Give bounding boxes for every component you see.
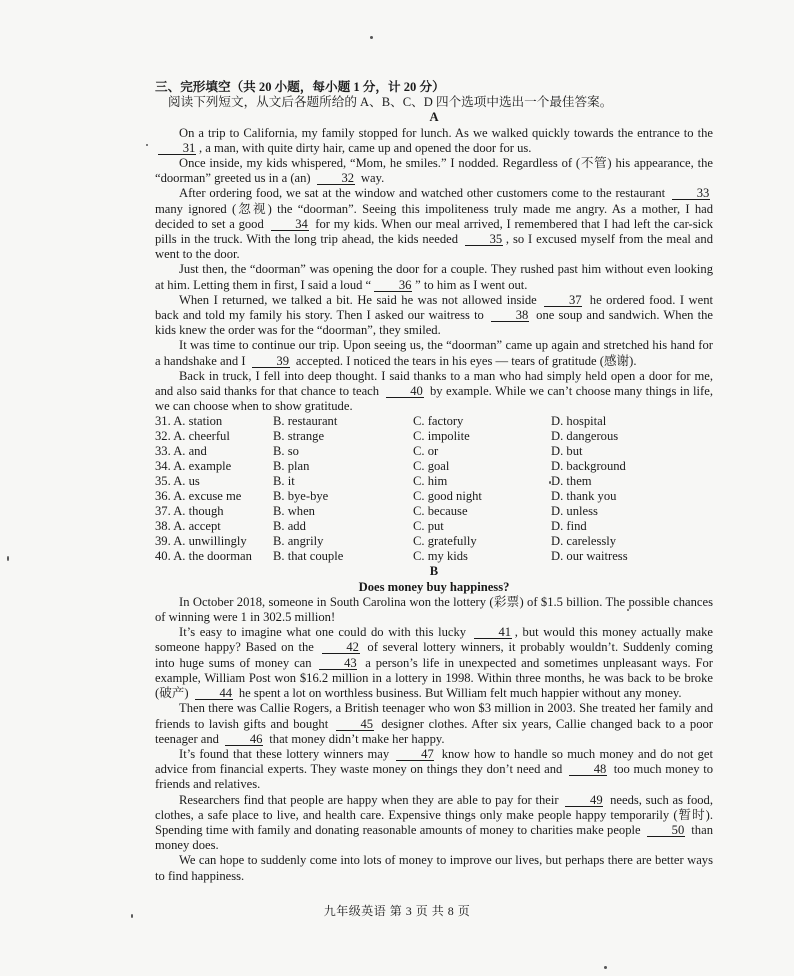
scan-speck [146, 144, 148, 146]
blank-50: 50 [647, 824, 685, 837]
option-33-D: D. but [551, 444, 583, 459]
paragraph-text: he spent a lot on worthless business. But William felt much happier without any money. [235, 686, 682, 701]
blank-42: 42 [322, 641, 360, 654]
paragraph-text: Researchers find that people are happy when they are able to pay for their [179, 792, 563, 807]
paragraph-text: When I returned, we talked a bit. He said he was not allowed inside [179, 292, 542, 307]
paragraph [155, 186, 713, 262]
scan-speck [604, 966, 607, 969]
blank-33: 33 [672, 187, 710, 200]
blank-45: 45 [336, 718, 374, 731]
option-38-D: D. find [551, 519, 587, 534]
paragraph-text: On a trip to California, my family stopped for lunch. As we walked quickly towards the entrance to the [179, 125, 713, 140]
paragraph-text: After ordering food, we sat at the window and watched other customers come to the restaurant [179, 186, 669, 201]
paragraph-text: In October 2018, someone in South Carolina won the lottery (彩票) of $1.5 billion. The possible chances of winning were 1 in 302.5 million! [155, 594, 713, 625]
option-34-D: D. background [551, 459, 626, 474]
paragraph-text: by example. While we can’t choose many things in life, we can choose when to show gratitude. [155, 384, 713, 414]
paragraph-text: he ordered food. I went back and told my family his story. Then I asked our waitress to [155, 292, 714, 323]
blank-38: 38 [491, 309, 529, 322]
paragraph [155, 126, 713, 156]
option-32-D: D. dangerous [551, 429, 619, 444]
paragraph-text: , so I excused myself from the meal and went to the door. [155, 232, 713, 262]
option-31-C: C. factory [413, 414, 464, 429]
section-title: 三、完形填空（共 20 小题，每小题 1 分，计 20 分） [155, 80, 445, 94]
paragraph-text: It’s easy to imagine what one could do with this lucky [179, 625, 471, 640]
paragraph [155, 701, 713, 747]
paragraph-text: a person’s life in unexpected and sometimes unpleasant ways. For example, William Post won $16.2 million in a lottery in 1998. Within three months, he was back to be broke (破产) [155, 655, 714, 701]
option-32-A: 32. A. cheerful [155, 429, 230, 444]
option-34-C: C. goal [413, 459, 450, 474]
paragraph-text: of several lottery winners, it probably wouldn’t. Suddenly coming into huge sums of money can [155, 640, 713, 670]
paragraph [155, 793, 713, 854]
option-32-B: B. strange [273, 429, 325, 444]
option-36-D: D. thank you [551, 489, 617, 504]
option-40-C: C. my kids [413, 549, 468, 564]
paragraph-text: one soup and sandwich. When the kids knew the order was for the “doorman”, they smiled. [155, 308, 713, 338]
paragraph [155, 625, 713, 701]
paragraph [155, 595, 713, 625]
blank-47: 47 [396, 748, 434, 761]
option-38-A: 38. A. accept [155, 519, 221, 534]
paragraph [155, 747, 713, 793]
paragraph [155, 853, 713, 883]
option-33-A: 33. A. and [155, 444, 207, 459]
blank-48: 48 [569, 763, 607, 776]
option-40-D: D. our waitress [551, 549, 628, 564]
scan-speck [131, 914, 133, 918]
paragraph [155, 156, 713, 186]
option-35-B: B. it [273, 474, 295, 489]
option-31-A: 31. A. station [155, 414, 223, 429]
option-39-A: 39. A. unwillingly [155, 534, 247, 549]
scan-speck [7, 556, 9, 561]
blank-37: 37 [544, 294, 582, 307]
paragraph [155, 369, 713, 415]
option-37-A: 37. A. though [155, 504, 224, 519]
passage-a-options [155, 414, 713, 564]
paragraph-text: know how to handle so much money and do not get advice from financial experts. They waste money on things they don’t need and [155, 746, 713, 777]
blank-36: 36 [374, 279, 412, 292]
option-39-B: B. angrily [273, 534, 324, 549]
paragraph-text: accepted. I noticed the tears in his eyes — tears of gratitude (感谢). [292, 353, 637, 368]
paragraph-text: Then there was Callie Rogers, a British teenager who won $3 million in 2003. She treated her family and friends to lavish gifts and bought [155, 701, 713, 731]
option-31-B: B. restaurant [273, 414, 338, 429]
option-39-D: D. carelessly [551, 534, 617, 549]
paragraph-text: than money does. [155, 822, 713, 853]
blank-49: 49 [565, 794, 603, 807]
blank-31: 31 [158, 142, 196, 155]
paragraph [155, 293, 713, 339]
option-36-A: 36. A. excuse me [155, 489, 242, 504]
exam-content [155, 80, 713, 884]
paragraph [155, 262, 713, 292]
passage-a-body [155, 126, 713, 415]
scan-speck [627, 609, 629, 611]
paragraph-text: too much money to friends and relatives. [155, 762, 713, 792]
paragraph-text: designer clothes. After six years, Callie changed back to a poor teenager and [155, 716, 714, 746]
blank-39: 39 [252, 355, 290, 368]
paragraph-text: way. [357, 171, 385, 186]
paragraph-text: for my kids. When our meal arrived, I remembered that I had left the car-sick pills in the truck. With the long trip ahead, the kids needed [155, 216, 713, 247]
paragraph-text: , a man, with quite dirty hair, came up and opened the door for us. [199, 140, 532, 155]
paragraph-text: It was time to continue our trip. Upon seeing us, the “doorman” came up again and stretched his hand for a handshake and I [155, 338, 713, 368]
option-34-A: 34. A. example [155, 459, 232, 474]
blank-46: 46 [225, 733, 263, 746]
passage-b-title: Does money buy happiness? [358, 579, 510, 594]
option-33-C: C. or [413, 444, 439, 459]
blank-40: 40 [386, 385, 424, 398]
paragraph-text: many ignored (忽视) the “doorman”. Seeing this impoliteness truly made me angry. As a mother, I had decided to set a good [155, 201, 713, 231]
paragraph-text: It’s found that these lottery winners may [179, 746, 394, 761]
option-34-B: B. plan [273, 459, 310, 474]
paragraph-text: , but would this money actually make someone happy? Based on the [155, 625, 713, 655]
blank-32: 32 [317, 172, 355, 185]
option-38-C: C. put [413, 519, 444, 534]
paragraph-text: We can hope to suddenly come into lots of money to improve our lives, but perhaps there are better ways to find happiness. [155, 853, 713, 883]
option-36-C: C. good night [413, 489, 482, 504]
page-footer: 九年级英语 第 3 页 共 8 页 [323, 904, 471, 918]
option-40-B: B. that couple [273, 549, 344, 564]
paragraph-text: Just then, the “doorman” was opening the door for a couple. They rushed past him without even looking at him. Letting them in first, I said a loud “ [155, 262, 713, 292]
blank-34: 34 [271, 218, 309, 231]
option-31-D: D. hospital [551, 414, 607, 429]
option-40-A: 40. A. the doorman [155, 549, 252, 564]
option-36-B: B. bye-bye [273, 489, 329, 504]
paragraph [155, 338, 713, 368]
option-39-C: C. gratefully [413, 534, 477, 549]
blank-35: 35 [465, 233, 503, 246]
option-35-C: C. him [413, 474, 448, 489]
paragraph-text: Back in truck, I fell into deep thought. I said thanks to a man who had simply held open a door for me, and also said thanks for that chance to teach [155, 368, 713, 399]
paragraph-text: ” to him as I went out. [415, 277, 528, 292]
option-35-A: 35. A. us [155, 474, 200, 489]
option-37-B: B. when [273, 504, 315, 519]
passage-b-body [155, 595, 713, 884]
paragraph-text: that money didn’t make her happy. [266, 731, 445, 746]
passage-b-label: B [429, 564, 439, 579]
option-38-B: B. add [273, 519, 306, 534]
option-37-C: C. because [413, 504, 468, 519]
option-37-D: D. unless [551, 504, 598, 519]
scan-speck [549, 481, 551, 484]
blank-44: 44 [195, 687, 233, 700]
option-35-D: D. them [551, 474, 592, 489]
passage-a-label: A [429, 110, 439, 125]
option-32-C: C. impolite [413, 429, 470, 444]
paragraph-text: needs, such as food, clothes, a safe place to live, and health care. Expensive things only make people happy temporarily (暂时). Spending time with family and donating reasonable amounts of money to charities make people [155, 792, 713, 837]
blank-43: 43 [319, 657, 357, 670]
scan-speck [370, 36, 373, 39]
option-33-B: B. so [273, 444, 299, 459]
paragraph-text: Once inside, my kids whispered, “Mom, he smiles.” I nodded. Regardless of (不管) his appearance, the “doorman” greeted us in a (an) [155, 156, 713, 186]
blank-41: 41 [474, 626, 512, 639]
section-instruction: 阅读下列短文，从文后各题所给的 A、B、C、D 四个选项中选出一个最佳答案。 [168, 95, 613, 110]
